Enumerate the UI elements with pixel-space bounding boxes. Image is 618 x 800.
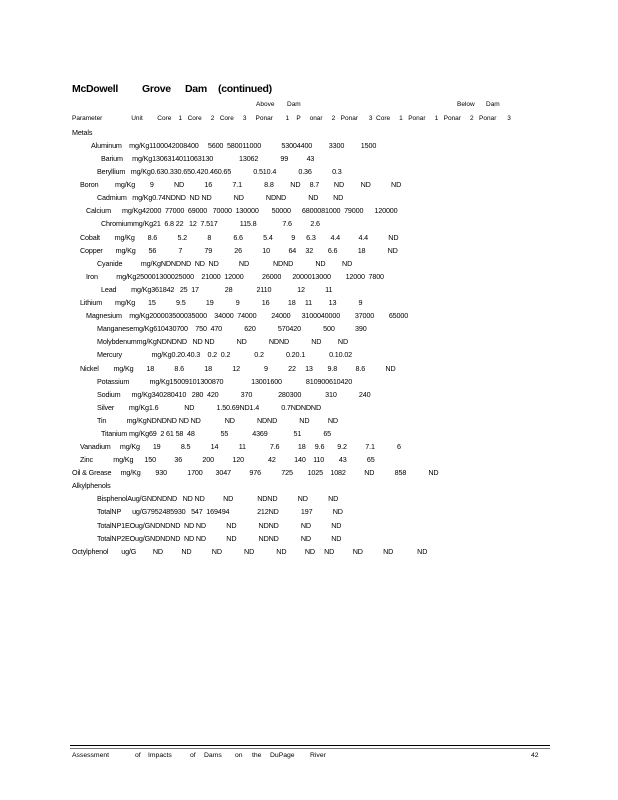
row-total-np: TotalNP ug/G7952485930 547 169494 212ND 197 ND: [97, 507, 343, 516]
row-metals: Metals: [72, 128, 93, 137]
footer-rule-thin: [70, 748, 550, 749]
footer-word-2: of: [135, 752, 141, 759]
row-zinc: Zinc mg/Kg 150 36 200 120 42 140 110 43 65: [80, 455, 375, 464]
row-iron: Iron mg/Kg250001300025000 21000 12000 26000 2000013000 12000 7800: [86, 272, 384, 281]
column-header-row: Parameter Unit Core 1 Core 2 Core 3 Ponar 1 P onar 2 Ponar 3 Core 1 Ponar 1 Ponar 2 Ponar 3: [72, 115, 511, 122]
row-lead: Lead mg/Kg361842 25 17 28 2110 12 11: [101, 285, 333, 294]
row-barium: Barium mg/Kg1306314011063130 13062 99 43: [101, 154, 315, 163]
row-silver: Silver mg/Kg1.6 ND 1.50.69ND1.4 0.7NDNDND: [97, 403, 322, 412]
row-copper: Copper mg/Kg 56 7 79 26 10 64 32 6.6 18 ND: [80, 246, 398, 255]
row-boron: Boron mg/Kg 9 ND 16 7.1 8.8 ND 8.7 ND ND ND: [80, 180, 402, 189]
row-vanadium: Vanadium mg/Kg 19 8.5 14 11 7.6 18 9.6 9.2 7.1 6: [80, 442, 401, 451]
footer-word-8: DuPage: [270, 752, 295, 759]
header-above: Above: [256, 101, 275, 108]
footer-word-9: River: [310, 752, 326, 759]
header-below-dam: Dam: [486, 101, 500, 108]
header-below: Below: [457, 101, 475, 108]
header-above-dam: Dam: [287, 101, 301, 108]
row-nickel: Nickel mg/Kg 18 8.6 18 12 9 22 13 9.8 8.6 ND: [80, 364, 396, 373]
title-word-4: (continued): [218, 83, 272, 95]
row-potassium: Potassium mg/Kg15009101300870 13001600 810900610420: [97, 377, 353, 386]
row-calcium: Calcium mg/Kg42000 77000 69000 70000 130000 50000 6800081000 79000 120000: [86, 206, 398, 215]
row-mercury: Mercury mg/Kg0.20.40.3 0.2 0.2 0.2 0.20.1 0.10.02: [97, 350, 353, 359]
row-molybdenum: Molybdenummg/KgNDNDND ND ND ND NDND ND ND: [97, 337, 348, 346]
title-word-1: McDowell: [72, 83, 119, 95]
footer-word-3: Impacts: [148, 752, 172, 759]
footer-word-5: Dams: [204, 752, 222, 759]
row-alkylphenols: Alkylphenols: [72, 481, 111, 490]
row-sodium: Sodium mg/Kg340280410 280 420 370 280300 310 240: [97, 390, 371, 399]
row-cobalt: Cobalt mg/Kg 8.6 5.2 8 6.6 5.4 9 6.3 4.4 4.4 ND: [80, 233, 399, 242]
title-word-2: Grove: [142, 83, 171, 95]
row-octylphenol: Octylphenol ug/G ND ND ND ND ND ND ND ND ND ND: [72, 547, 428, 556]
row-bisphenol-a: BisphenolAug/GNDNDND ND ND ND NDND ND ND: [97, 494, 339, 503]
title-word-3: Dam: [185, 83, 207, 95]
row-aluminum: Aluminum mg/Kg1100042008400 5600 580011000 53004400 3300 1500: [91, 141, 377, 150]
footer-word-1: Assessment: [72, 752, 110, 759]
page-number: 42: [531, 752, 539, 759]
row-lithium: Lithium mg/Kg 15 9.5 19 9 16 18 11 13 9: [80, 298, 363, 307]
row-magnesium: Magnesium mg/Kg200003500035000 34000 74000 24000 3100040000 37000 65000: [86, 311, 409, 320]
row-cadmium: Cadmium mg/Kg0.74NDND ND ND ND NDND ND ND: [97, 193, 344, 202]
row-total-np2eo: TotalNP2EOug/GNDNDND ND ND ND NDND ND ND: [97, 534, 342, 543]
footer-word-4: of: [190, 752, 196, 759]
row-tin: Tin mg/KgNDNDND ND ND ND NDND ND ND: [97, 416, 338, 425]
footer-word-7: the: [252, 752, 262, 759]
row-manganese: Manganesemg/Kg610430700 750 470 620 570420 500 390: [97, 324, 367, 333]
row-cyanide: Cyanide mg/KgNDNDND ND ND ND NDND ND ND: [97, 259, 353, 268]
footer-word-6: on: [235, 752, 243, 759]
footer-rule: [70, 745, 550, 746]
row-total-np1eo: TotalNP1EOug/GNDNDND ND ND ND NDND ND ND: [97, 521, 342, 530]
row-oil-grease: Oil & Grease mg/Kg 930 1700 3047 976 725 1025 1082 ND 858 ND: [72, 468, 439, 477]
row-chromium: Chromiummg/Kg21 6.8 22 12 7.517 115.8 7.6 2.6: [101, 219, 320, 228]
row-titanium: Titanium mg/Kg69 2 61 58 48 55 4369 51 65: [101, 429, 332, 438]
row-beryllium: Beryllium mg/Kg0.630.330.650.420.460.65 0.510.4 0.36 0.3: [97, 167, 342, 176]
